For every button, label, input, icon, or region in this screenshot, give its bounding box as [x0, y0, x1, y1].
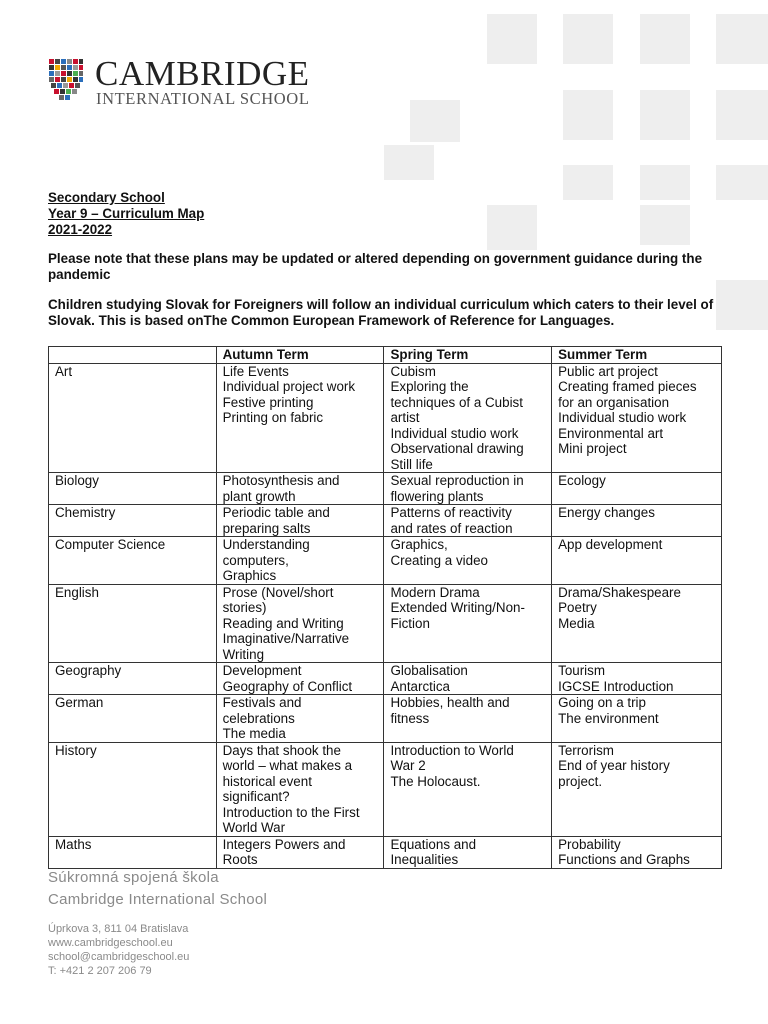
table-row	[49, 537, 722, 585]
autumn-cell: Periodic table and preparing salts	[216, 505, 384, 537]
subject-cell: Biology	[49, 473, 217, 505]
spring-cell: Graphics, Creating a video	[384, 537, 552, 585]
autumn-cell: Development Geography of Conflict	[216, 663, 384, 695]
spring-cell: Cubism Exploring the techniques of a Cubist artist Individual studio work Observational drawing Still life	[384, 363, 552, 473]
footer-website[interactable]: www.cambridgeschool.eu	[48, 937, 173, 949]
summer-cell: Energy changes	[552, 505, 722, 537]
spring-cell: Modern Drama Extended Writing/Non- Fiction	[384, 584, 552, 663]
spring-cell: Introduction to World War 2 The Holocaust.	[384, 742, 552, 836]
summer-cell: Going on a trip The environment	[552, 695, 722, 743]
header-subject	[49, 347, 217, 364]
autumn-cell: Understanding computers, Graphics	[216, 537, 384, 585]
subject-cell: Maths	[49, 836, 217, 868]
summer-cell: Public art project Creating framed pieces for an organisation Individual studio work Environmental art Mini project	[552, 363, 722, 473]
table-row	[49, 473, 722, 505]
subject-cell: German	[49, 695, 217, 743]
school-logo	[47, 56, 347, 106]
table-row	[49, 836, 722, 868]
summer-cell: Tourism IGCSE Introduction	[552, 663, 722, 695]
table-row	[49, 663, 722, 695]
header-autumn: Autumn Term	[216, 347, 384, 364]
spring-cell: Hobbies, health and fitness	[384, 695, 552, 743]
autumn-cell: Festivals and celebrations The media	[216, 695, 384, 743]
footer-name-english: Cambridge International School	[48, 891, 268, 908]
spring-cell: Patterns of reactivity and rates of reaction	[384, 505, 552, 537]
subject-cell: Chemistry	[49, 505, 217, 537]
footer-email[interactable]: school@cambridgeschool.eu	[48, 951, 190, 963]
summer-cell: Drama/Shakespeare Poetry Media	[552, 584, 722, 663]
pandemic-notice: Please note that these plans may be updated or altered depending on government guidance during the pandemic	[48, 251, 703, 282]
slovak-notice: Children studying Slovak for Foreigners will follow an individual curriculum which caters to their level of Slovak. This is based onThe Common European Framework of Reference for Languages.	[48, 297, 714, 328]
footer-name-slovak: Súkromná spojená škola	[48, 869, 219, 886]
header-spring: Spring Term	[384, 347, 552, 364]
table-header-row	[49, 347, 722, 364]
spring-cell: Equations and Inequalities	[384, 836, 552, 868]
summer-cell: Ecology	[552, 473, 722, 505]
document-heading	[48, 190, 204, 238]
spring-cell: Globalisation Antarctica	[384, 663, 552, 695]
autumn-cell: Days that shook the world – what makes a historical event significant? Introduction to the First World War	[216, 742, 384, 836]
table-row	[49, 505, 722, 537]
summer-cell: App development	[552, 537, 722, 585]
subject-cell: Geography	[49, 663, 217, 695]
logo-subtitle: INTERNATIONAL SCHOOL	[96, 89, 310, 108]
summer-cell: Terrorism End of year history project.	[552, 742, 722, 836]
autumn-cell: Integers Powers and Roots	[216, 836, 384, 868]
header-summer: Summer Term	[552, 347, 722, 364]
spring-cell: Sexual reproduction in flowering plants	[384, 473, 552, 505]
table-row	[49, 584, 722, 663]
heading-school: Secondary School	[48, 190, 165, 205]
subject-cell: History	[49, 742, 217, 836]
table-row	[49, 363, 722, 473]
subject-cell: Computer Science	[49, 537, 217, 585]
subject-cell: English	[49, 584, 217, 663]
autumn-cell: Prose (Novel/short stories) Reading and Writing Imaginative/Narrative Writing	[216, 584, 384, 663]
autumn-cell: Life Events Individual project work Festive printing Printing on fabric	[216, 363, 384, 473]
footer-address: Úprkova 3, 811 04 Bratislava	[48, 923, 189, 935]
autumn-cell: Photosynthesis and plant growth	[216, 473, 384, 505]
footer-contact	[48, 922, 189, 978]
curriculum-table	[48, 346, 722, 869]
summer-cell: Probability Functions and Graphs	[552, 836, 722, 868]
crest-icon	[47, 57, 85, 103]
logo-name: CAMBRIDGE	[95, 54, 310, 93]
heading-year: Year 9 – Curriculum Map	[48, 206, 205, 221]
footer-phone: T: +421 2 207 206 79	[48, 965, 152, 977]
table-row	[49, 695, 722, 743]
heading-academic-year: 2021-2022	[48, 222, 113, 237]
subject-cell: Art	[49, 363, 217, 473]
table-row	[49, 742, 722, 836]
